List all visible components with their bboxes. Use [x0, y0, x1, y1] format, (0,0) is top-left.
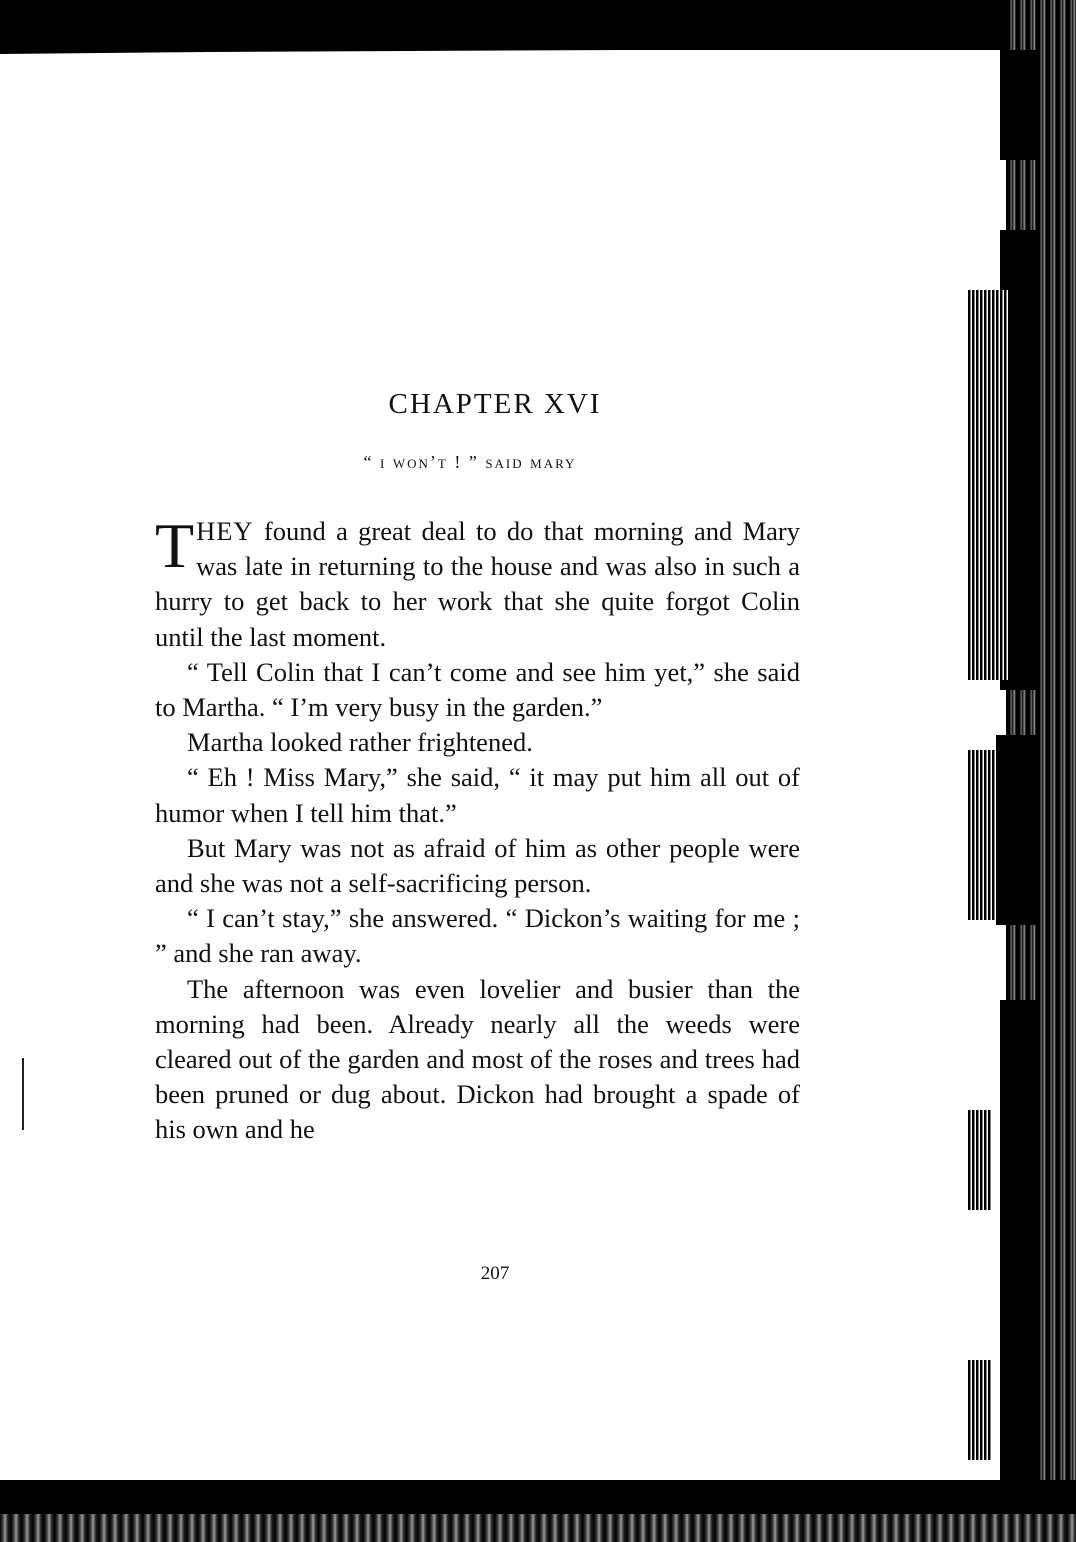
paragraph-text: The afternoon was even lovelier and busier than the morning had been. Already nearly all the weeds were cleared out of the garden and most of the roses and trees had been pruned or dug about. Dickon had brought a spade of his own and he: [155, 973, 800, 1145]
paragraph: [155, 831, 800, 901]
paragraph-text: “ Eh ! Miss Mary,” she said, “ it may put him all out of humor when I tell him that.”: [155, 762, 800, 828]
page-number: 207: [480, 1263, 510, 1284]
paragraph: [155, 655, 800, 725]
lead-word: HEY: [196, 516, 254, 546]
paragraph-text: But Mary was not as afraid of him as other people were and she was not a self-sacrificing person.: [155, 832, 800, 899]
paragraph-text: found a great deal to do that morning and Mary was late in returning to the house and was also in such a hurry to get back to her work that she quite forgot Colin until the last moment.: [155, 516, 800, 652]
paragraph: [155, 901, 800, 971]
paragraph-text: Martha looked rather frightened.: [187, 727, 533, 758]
paragraph-text: “ I can’t stay,” she answered. “ Dickon’s waiting for me ; ” and she ran away.: [155, 903, 800, 969]
drop-cap: T: [155, 510, 195, 581]
chapter-title: CHAPTER XVI: [388, 388, 602, 420]
chapter-subtitle: “ i won’t ! ” said mary: [363, 452, 577, 472]
paragraph: [155, 510, 800, 655]
paragraph: [155, 725, 800, 760]
paragraph-text: “ Tell Colin that I can’t come and see him yet,” she said to Martha. “ I’m very busy in the garden.”: [155, 656, 800, 723]
chapter-body: [155, 510, 800, 1148]
paragraph: [155, 760, 800, 830]
paragraph: [155, 972, 800, 1148]
